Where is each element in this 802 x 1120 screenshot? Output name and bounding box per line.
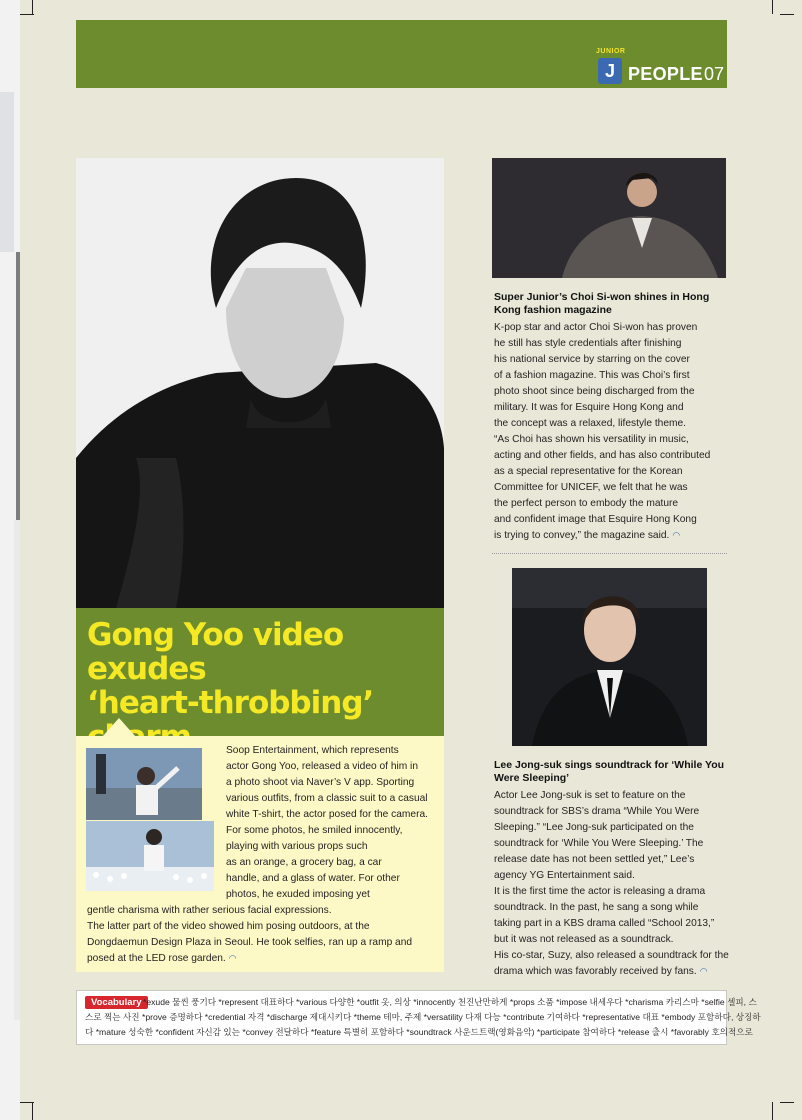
story-text-line: his national service by starring on the cover bbox=[494, 354, 690, 365]
vocabulary-line: *exude 물씬 풍기다 *represent 대표하다 *various 다양한 *outfit 옷, 의상 *innocently 천진난만하게 *props 소품 *impose 내세우다 *charisma 카리스마 *selfie 셀피, 스 bbox=[143, 997, 757, 1007]
gong-yoo-video-still-2 bbox=[86, 821, 214, 891]
story-text-last: is trying to convey,” the magazine said. bbox=[494, 530, 670, 541]
story-text-line bbox=[494, 964, 708, 980]
crop-mark bbox=[780, 1102, 794, 1103]
gong-yoo-video-still-1 bbox=[86, 748, 202, 820]
story-text-line: of a fashion magazine. This was Choi’s first bbox=[494, 370, 690, 381]
vocabulary-line: 스로 찍는 사진 *prove 증명하다 *credential 자격 *discharge 제대시키다 *theme 테마, 주제 *versatility 다재 다능 *contribute 기여하다 *representative 대표 *embody 포함하다, 상징하 bbox=[85, 1012, 761, 1022]
story-text-line: soundtrack. In the past, he sang a song while bbox=[494, 902, 699, 913]
story-text-line: taking part in a KBS drama called “School 2013,” bbox=[494, 918, 715, 929]
gong-yoo-main-photo bbox=[76, 158, 444, 608]
story-text-line: K-pop star and actor Choi Si-won has proven bbox=[494, 322, 698, 333]
story-text-line: Committee for UNICEF, we felt that he was bbox=[494, 482, 688, 493]
end-of-story-icon: ◠ bbox=[699, 966, 708, 976]
gong-yoo-headline bbox=[87, 618, 439, 754]
lee-jongsuk-image bbox=[512, 568, 707, 746]
story-text-line bbox=[494, 528, 680, 544]
section-header bbox=[76, 20, 727, 88]
story-text-line: acting and other fields, and has also contributed bbox=[494, 450, 711, 461]
story-text-line: as a special representative for the Korean bbox=[494, 466, 683, 477]
story-text-line: and confident image that Esquire Hong Kong bbox=[494, 514, 697, 525]
story-text-line: a photo shoot via Naver’s V app. Sporting bbox=[226, 777, 415, 788]
story-text-line: but it was not released as a soundtrack. bbox=[494, 934, 674, 945]
story-text-line: It is the first time the actor is releasing a drama bbox=[494, 886, 706, 897]
story-text-line: various outfits, from a classic suit to a casual bbox=[226, 793, 428, 804]
crop-mark bbox=[780, 14, 794, 15]
story-text-last: drama which was favorably received by fans. bbox=[494, 966, 697, 977]
video-still-image bbox=[86, 821, 214, 891]
end-of-story-icon: ◠ bbox=[672, 530, 681, 540]
story-text-line: military. It was for Esquire Hong Kong and bbox=[494, 402, 684, 413]
story-text-line: soundtrack for ‘While You Were Sleeping.’ The bbox=[494, 838, 704, 849]
crop-mark bbox=[32, 1102, 33, 1120]
story-text-line: Actor Lee Jong-suk is set to feature on the bbox=[494, 790, 686, 801]
crop-mark bbox=[20, 1102, 34, 1103]
story-text-line: release date has not been settled yet,” Lee’s bbox=[494, 854, 695, 865]
story-text-line: the concept was a relaxed, lifestyle theme. bbox=[494, 418, 686, 429]
story-text-last: posed at the LED rose garden. bbox=[87, 953, 226, 964]
crop-mark bbox=[32, 0, 33, 14]
story-text-line: white T-shirt, the actor posed for the camera. bbox=[226, 809, 428, 820]
story-text-line: Sleeping.” “Lee Jong-suk participated on the bbox=[494, 822, 694, 833]
crop-mark bbox=[772, 0, 773, 14]
crop-mark bbox=[772, 1102, 773, 1120]
story-text-line bbox=[87, 951, 237, 967]
story-text-line: photos, he exuded imposing yet bbox=[226, 889, 370, 900]
story-text-line: he still has style credentials after finishing bbox=[494, 338, 682, 349]
adjacent-page-edge bbox=[0, 92, 14, 252]
story-text-line: The latter part of the video showed him posing outdoors, at the bbox=[87, 921, 370, 932]
lee-jongsuk-title: Lee Jong-suk sings soundtrack for ‘While You Were Sleeping’ bbox=[494, 759, 725, 784]
story-text-line: handle, and a glass of water. For other bbox=[226, 873, 400, 884]
logo-letter: J bbox=[598, 58, 622, 84]
story-text-line: the perfect person to embody the mature bbox=[494, 498, 679, 509]
story-text-line: photo shoot since being discharged from the bbox=[494, 386, 695, 397]
gong-yoo-portrait-image bbox=[76, 158, 444, 608]
section-title: PEOPLE bbox=[628, 64, 703, 84]
choi-siwon-title: Super Junior’s Choi Si-won shines in Hong Kong fashion magazine bbox=[494, 291, 710, 316]
story-text-line: playing with various props such bbox=[226, 841, 368, 852]
story-text-line: For some photos, he smiled innocently, bbox=[226, 825, 403, 836]
video-still-image bbox=[86, 748, 202, 820]
choi-siwon-photo bbox=[492, 158, 726, 278]
headline-line: Gong Yoo video exudes bbox=[87, 617, 344, 687]
logo-small-text: JUNIOR bbox=[596, 48, 626, 55]
vocabulary-box bbox=[76, 990, 761, 1045]
story-text-line: actor Gong Yoo, released a video of him in bbox=[226, 761, 418, 772]
crop-mark bbox=[20, 14, 34, 15]
story-divider bbox=[492, 553, 727, 554]
vocabulary-label: Vocabulary bbox=[85, 996, 148, 1009]
story-text-line: as an orange, a grocery bag, a car bbox=[226, 857, 382, 868]
choi-siwon-image bbox=[492, 158, 726, 278]
story-text-line: agency YG Entertainment said. bbox=[494, 870, 635, 881]
story-text-line: soundtrack for SBS’s drama “While You Were bbox=[494, 806, 700, 817]
headline-line: ‘heart-throbbing’ bbox=[87, 685, 374, 721]
lee-jongsuk-photo bbox=[512, 568, 707, 746]
page-number: 07 bbox=[704, 64, 725, 84]
headline-notch bbox=[103, 718, 135, 736]
story-text-line: Dongdaemun Design Plaza in Seoul. He took selfies, ran up a ramp and bbox=[87, 937, 413, 948]
vocabulary-line: 다 *mature 성숙한 *confident 자신감 있는 *convey 전달하다 *feature 특별히 포함하다 *soundtrack 사운드트랙(영화음악) *participate 참여하다 *release 출시 *favorably 호의적으로 bbox=[85, 1027, 753, 1037]
story-text-line: Soop Entertainment, which represents bbox=[226, 745, 399, 756]
junior-logo bbox=[596, 50, 628, 86]
story-text-line: His co-star, Suzy, also released a soundtrack for the bbox=[494, 950, 729, 961]
story-text-line: “As Choi has shown his versatility in music, bbox=[494, 434, 689, 445]
story-text-line: gentle charisma with rather serious facial expressions. bbox=[87, 905, 332, 916]
end-of-story-icon: ◠ bbox=[228, 953, 237, 963]
